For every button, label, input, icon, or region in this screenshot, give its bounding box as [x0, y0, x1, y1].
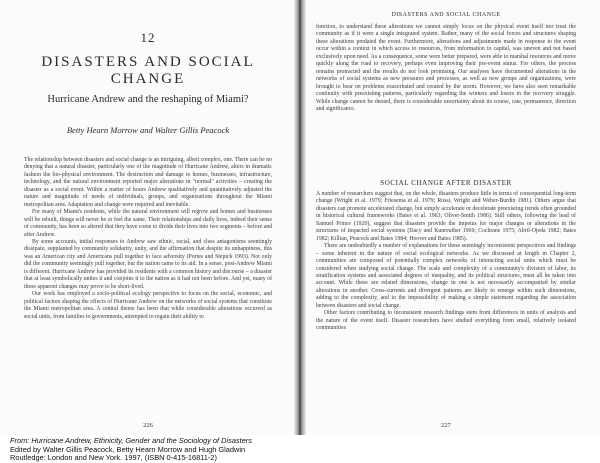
citation-publisher: Routledge: London and New York. 1997, (ISBN 0-415-16811-2) [10, 453, 217, 463]
paragraph: For many of Miami's residents, while the natural environment will regrow and homes and businesses will be rebuilt, things will never be or feel the same. Their relationships and daily lives, indeed their sense of community, has been so altered that they have come to divide their lives into two segments – before and after Andrew. [24, 209, 272, 238]
chapter-title: DISASTERS AND SOCIAL CHANGE [41, 54, 255, 87]
paragraph: function, to understand these alterations we cannot simply focus on the physical event itself nor treat the community as if it were a single integrated system. Rather, many of the social forces and structures shaping these alterations predated the event. Furthermore, alterations and adjustments made in response to the event occur within a context in which access to resources, from information to capital, was uneven and not based exclusively upon need. As a consequence, some were better prepared, were able to marshal resources and move quickly along the road to recovery, perhaps even improving their pre-event status. For others, the process remains protracted and the results do not look promising. Our analyses have documented alterations in the networks of social systems as new pressures and processes, as well as new groups and organizations, were brought to bear on problems exacerbated and created by the storm. However, we have also seen remarkable continuity with preexisting patterns, particularly regarding the winners and losers in the recovery struggle. While change cannot be denied, there is considerable uncertainty about its course, rate, permanence, direction and significance. [316, 24, 576, 112]
page-number-right: 227 [441, 422, 451, 429]
chapter-number: 12 [140, 30, 156, 45]
running-head: DISASTERS AND SOCIAL CHANGE [391, 12, 501, 18]
right-page [304, 0, 600, 435]
right-body-text-top [316, 24, 576, 113]
citation-book-title: Hurricane Andrew, Ethnicity, Gender and the Sociology of Disasters [31, 436, 252, 445]
section-heading: SOCIAL CHANGE AFTER DISASTER [380, 179, 512, 187]
paragraph: The relationship between disasters and social change is an intriguing, albeit complex, one. There can be no denying that a natural disaster, particularly one of the magnitude of Hurricane Andrew, alters in dramatic fashion the bio-physical environment. The destruction and damage to homes, businesses, infrastructure, technology, and the natural environment reported major alterations in "normal" activities – creating the disaster as a social event. Within a matter of hours Andrew qualitatively and quantitatively adjusted the nature and magnitude of needs of individuals, groups, and organizations throughout the Miami metropolitan area. Adaptation and change were required and inevitable. [24, 157, 272, 208]
page-number-left: 226 [143, 422, 153, 429]
left-page [0, 0, 296, 435]
paragraph: By some accounts, initial responses to Andrew saw ethnic, racial, and class antagonisms seemingly dissipate, supplanted by community solidarity, unity, and the affirmation that despite its unhappiness, this was an American city and Americans pull together to face adversity (Portes and Stepick 1993). Not only did the community seemingly pull together, but the nation came to its aid. In a sense, post-Andrew Miami is different. Hurricane Andrew has provided its residents with a common history and discourse – a disaster that at least symbolically unites it and conjoins it to the nation as it had not been before. And yet, many of these apparent changes may prove to be short-lived. [24, 238, 272, 290]
chapter-authors: Betty Hearn Morrow and Walter Gillis Peacock [66, 125, 230, 135]
paragraph: There are undoubtedly a number of explanations for these seemingly inconsistent perspectives and findings – some inherent in the nature of social ecological networks. As we discussed at length in Chapter 2, communities are composed of potentially complex networks of interacting social units which must be considered when studying social change. The scale and complexity of a community's division of labor, its stratification systems and associated degrees of inequality, and its political structures, must all be taken into account. While these are related dimensions, change in one is not necessarily accompanied by similar alterations in another. Cross-currents and divergent patterns are likely to emerge within such dimensions, adding to the complexity, and to the impossibility of making a simple statement regarding the association between disasters and social change. [316, 243, 576, 309]
source-citation [10, 437, 590, 463]
chapter-subtitle: Hurricane Andrew and the reshaping of Miami? [47, 94, 249, 105]
left-body-text [24, 157, 272, 321]
paragraph: Our work has employed a socio-political ecology perspective to focus on the social, economic, and political factors shaping the effects of Hurricane Andrew on the networks of social systems that constitute the Miami metropolitan area. A central theme has been that while considerable alterations occurred as social units, from families to governments, attempted to regain their ability to [24, 291, 272, 320]
right-body-text-bottom [316, 191, 576, 333]
citation-lead: From: [10, 436, 30, 445]
citation-editors: Edited by Walter Gillis Peacock, Betty Hearn Morrow and Hugh Gladwin [10, 444, 246, 454]
paragraph: Other factors contributing to inconsistent research findings stem from differences in units of analysis and the nature of the event itself. Disaster researchers have studied everything from small, relatively isolated communities [316, 310, 576, 332]
paragraph: A number of researchers suggest that, on the whole, disasters produce little in terms of consequential long-term change (Wright et al. 1979; Friesema et al. 1979; Rossi, Wright and Weber-Burdin 1981). Others argue that disasters can promote accelerated change, but simply accelerate or decelerate preexisting trends often grounded in historical cultural frameworks (Bates et al. 1963; Oliver-Smith 1986). Still others, following the lead of Samuel Prince (1920), suggest that disasters provide the impetus for major changes or alterations in the structures of impacted social systems (Dacy and Kunreuther 1969; Cochrane 1975; Abril-Ojeda 1982; Bates 1982; Killian, Peacock and Bates 1984; Hoover and Bates 1985). [316, 191, 576, 242]
